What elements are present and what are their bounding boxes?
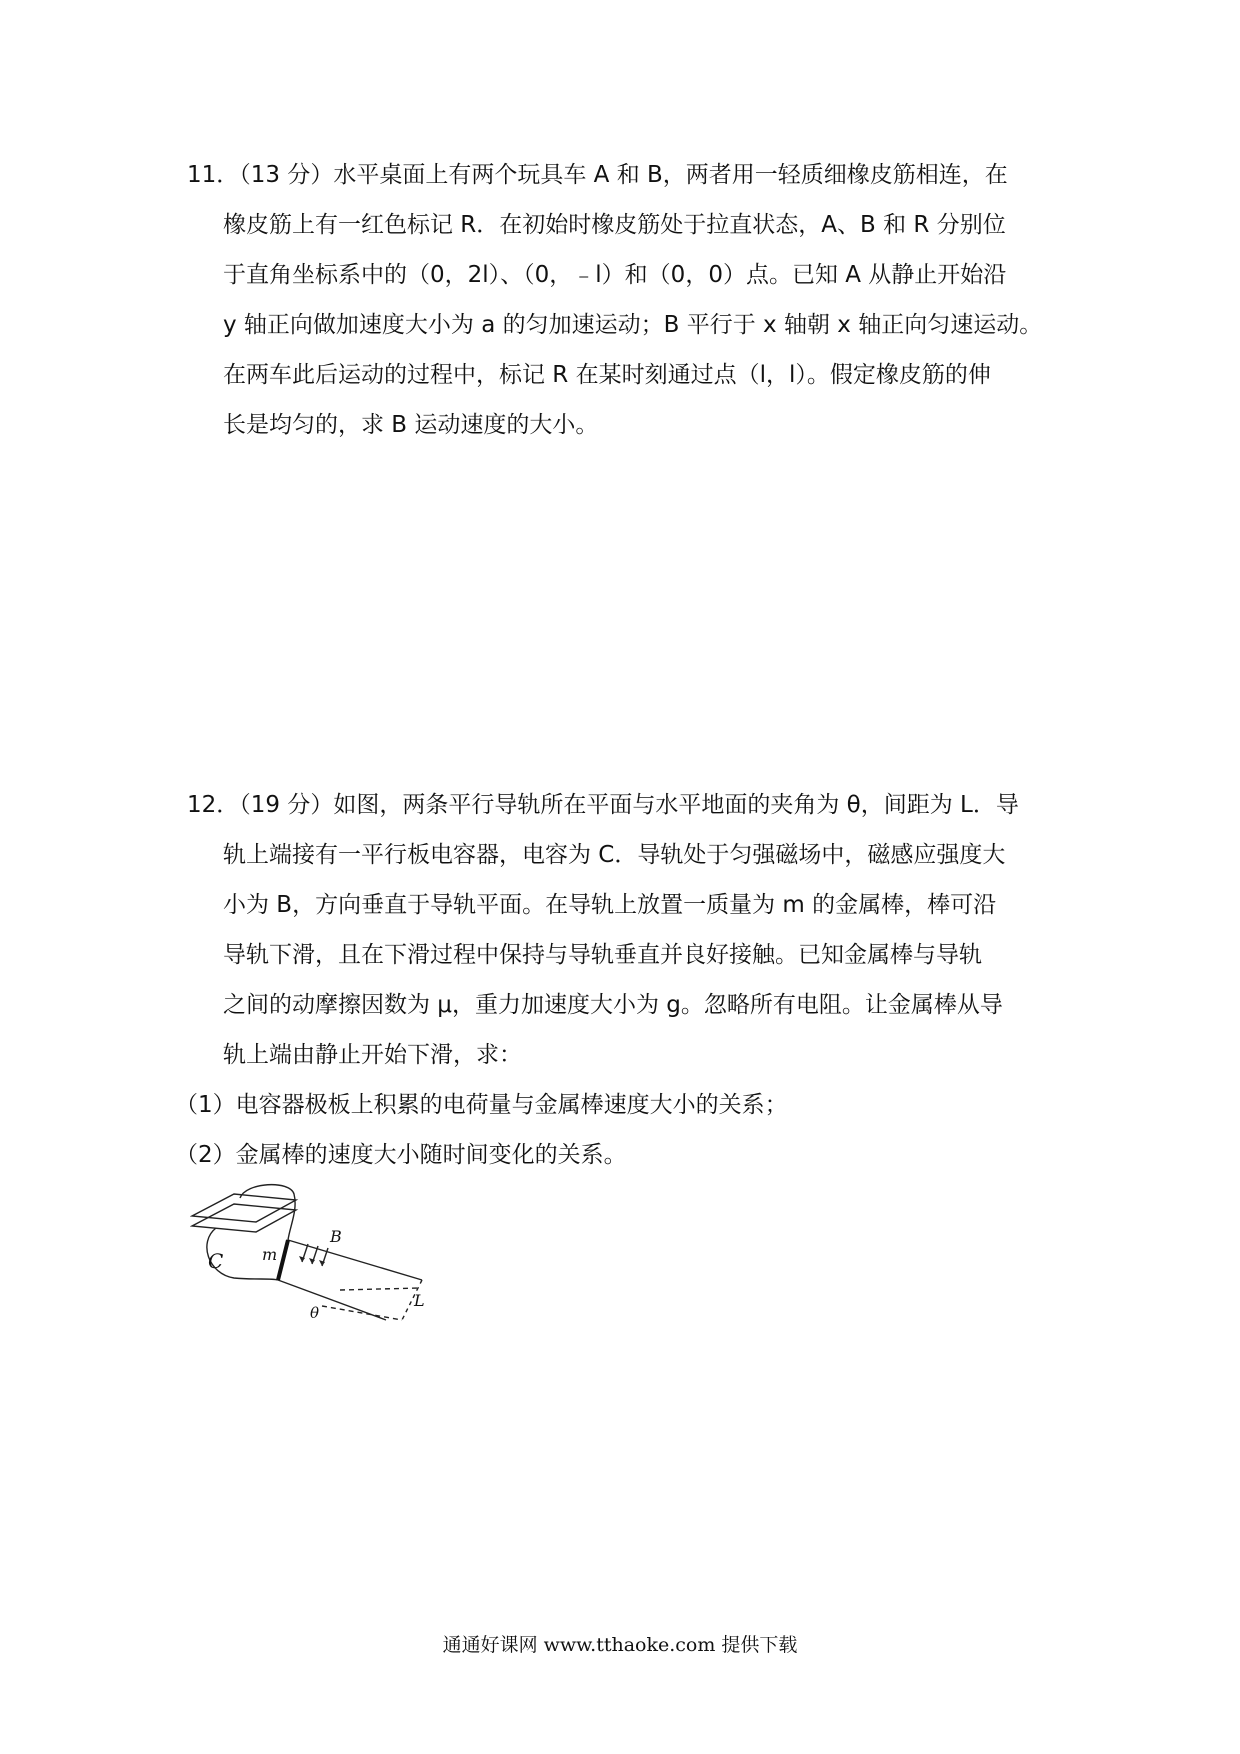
capacitor-rail-diagram [190,1180,440,1340]
question-12-subquestion-2: （2）金属棒的速度大小随时间变化的关系。 [175,1142,627,1168]
capacitor-rail-svg [190,1180,440,1340]
question-12-line: 之间的动摩擦因数为 μ，重力加速度大小为 g。忽略所有电阻。让金属棒从导 [223,992,1003,1018]
question-11-line: 橡皮筋上有一红色标记 R．在初始时橡皮筋处于拉直状态，A、B 和 R 分别位 [223,212,1006,238]
question-12-line: 轨上端由静止开始下滑，求： [223,1042,522,1068]
question-12-line: 12．（19 分）如图，两条平行导轨所在平面与水平地面的夹角为 θ，间距为 L．导 [187,792,1019,818]
label-m: m [262,1245,278,1264]
rail-reference-upper [340,1288,420,1290]
question-11-line: 长是均匀的，求 B 运动速度的大小。 [223,412,599,438]
question-12-line: 导轨下滑，且在下滑过程中保持与导轨垂直并良好接触。已知金属棒与导轨 [223,942,982,968]
question-12-subquestion-1: （1）电容器极板上积累的电荷量与金属棒速度大小的关系； [175,1092,788,1118]
rail-upper [288,1240,422,1280]
label-b: B [330,1227,342,1246]
label-theta: θ [310,1304,320,1322]
question-11-line: 11．（13 分）水平桌面上有两个玩具车 A 和 B，两者用一轻质细橡皮筋相连，在 [187,162,1008,188]
question-12-line: 轨上端接有一平行板电容器，电容为 C．导轨处于匀强磁场中，磁感应强度大 [223,842,1006,868]
question-12 [175,780,1057,1180]
metal-rod [278,1240,288,1280]
question-11 [187,150,1057,450]
question-11-line: 于直角坐标系中的（0，2l）、（0，﹣l）和（0，0）点。已知 A 从静止开始沿 [223,262,1007,288]
label-c: C [208,1249,224,1273]
page-footer: 通通好课网 www.tthaoke.com 提供下载 [442,1634,798,1656]
question-11-line: y 轴正向做加速度大小为 a 的匀加速运动；B 平行于 x 轴朝 x 轴正向匀速运动。 [223,312,1043,338]
question-12-line: 小为 B，方向垂直于导轨平面。在导轨上放置一质量为 m 的金属棒，棒可沿 [223,892,997,918]
ground-reference [322,1306,402,1320]
label-l: L [414,1291,425,1310]
question-11-line: 在两车此后运动的过程中，标记 R 在某时刻通过点（l，l）。假定橡皮筋的伸 [223,362,991,388]
